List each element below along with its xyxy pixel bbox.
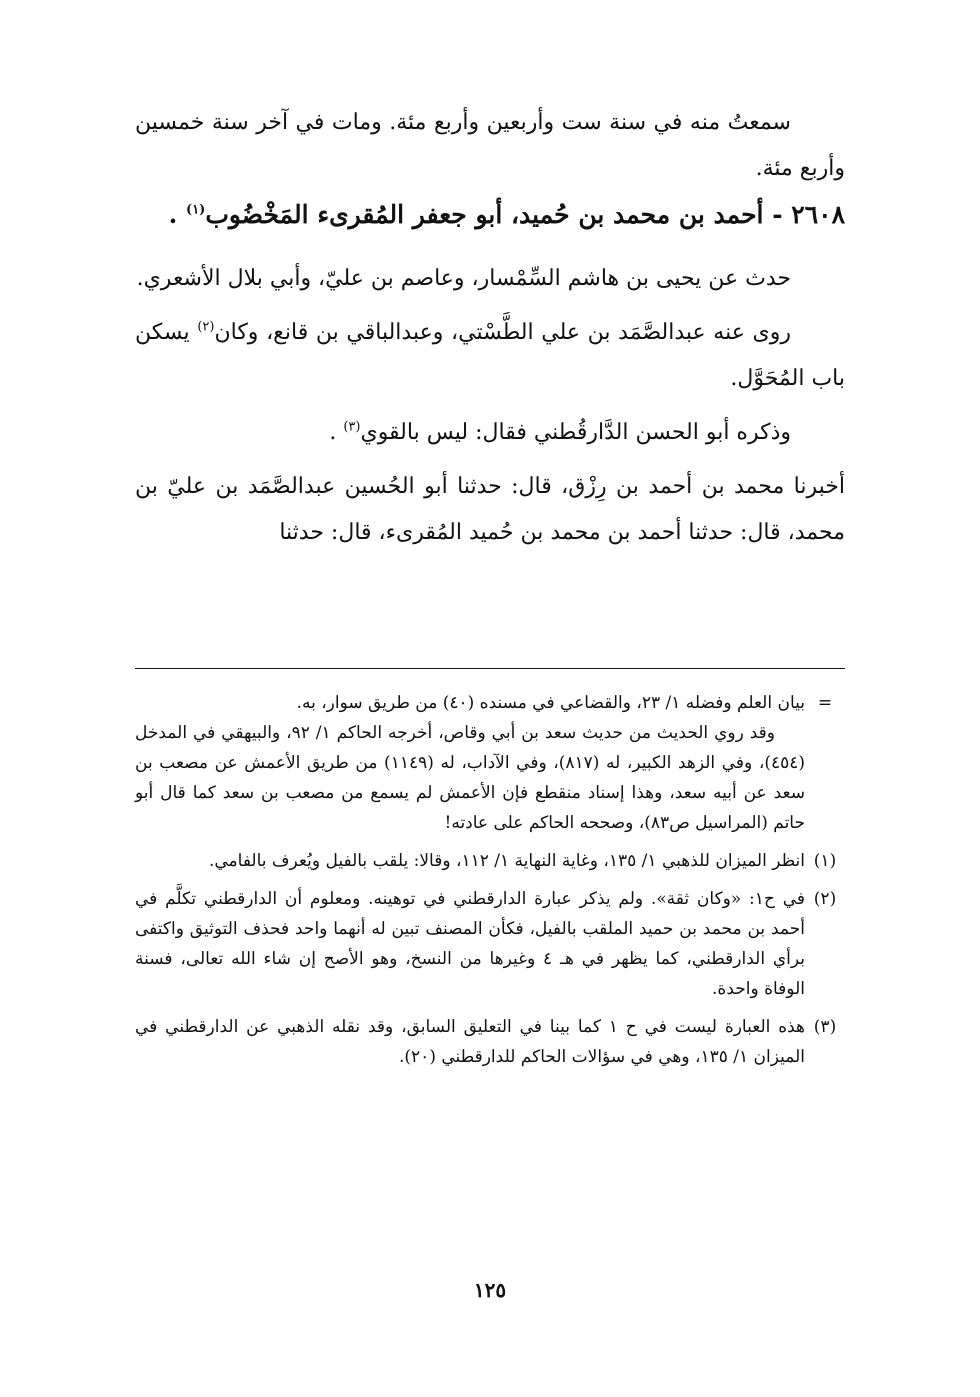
continuation-line-1: بيان العلم وفضله ١/ ٢٣، والقضاعي في مسنده (٤٠) من طريق سوار، به.	[296, 693, 805, 713]
footnote-2-marker: (٢)	[813, 889, 837, 909]
paragraph-daraqutni: وذكره أبو الحسن الدَّارقُطني فقال: ليس بالقوي$^{(٣)}$ .	[329, 419, 791, 445]
main-text	[135, 100, 845, 556]
footnotes	[135, 688, 845, 1080]
paragraph-death-note: سمعتُ منه في سنة ست وأربعين وأربع مئة. ومات في آخر سنة خمسين وأربع مئة.	[135, 110, 845, 181]
footnote-ref-3: (٣)	[343, 419, 361, 435]
footnote-1-marker: (١)	[813, 851, 837, 871]
footnote-1	[135, 846, 845, 876]
paragraph-narrated-by: روى عنه عبدالصَّمَد بن علي الطَّسْتي، وعبدالباقي بن قانع، وكان$^{(٢)}$ يسكن باب المُحَوَّل.	[135, 319, 845, 391]
footnote-separator	[135, 668, 845, 669]
page-number: ١٢٥	[473, 1278, 507, 1302]
footnote-2	[135, 884, 845, 1004]
footnote-3-text: هذه العبارة ليست في ح ١ كما بينا في التعليق السابق، وقد نقله الذهبي عن الدارقطني في الميزان ١/ ١٣٥، وهي في سؤالات الحاكم للدارقطني (٢٠).	[135, 1017, 806, 1067]
continuation-line-2: وقد روي الحديث من حديث سعد بن أبي وقاص، أخرجه الحاكم ١/ ٩٢، والبيهقي في المدخل (٤٥٤)، وفي الزهد الكبير، له (٨١٧)، وفي الآداب، له (١١٤٩) من طريق الأعمش عن مصعب بن سعد عن أبيه سعد، وهذا إسناد منقطع فإن الأعمش لم يسمع من مصعب بن سعد كما قال أبو حاتم (المراسيل ص٨٣)، وصححه الحاكم على عادته!	[135, 723, 805, 833]
continuation-marker: =	[817, 693, 833, 713]
entry-heading: ٢٦٠٨ - أحمد بن محمد بن حُميد، أبو جعفر المُقرىء المَخْضُوب$^{(١)}$ .	[168, 200, 845, 229]
footnote-3	[135, 1012, 845, 1072]
footnote-continuation	[135, 688, 845, 838]
footnote-ref-2: (٢)	[197, 319, 215, 335]
footnote-2-text: في ح١: «وكان ثقة». ولم يذكر عبارة الدارقطني في توهينه. ومعلوم أن الدارقطني تكلَّم في أحمد بن محمد بن حميد الملقب بالفيل، فكأن المصنف تبين له أنهما واحد فحذف التوثيق واكتفى برأي الدارقطني، كما يظهر في هـ ٤ وغيرها من النسخ، وهو الأصح إن شاء الله تعالى، فسنة الوفاة واحدة.	[135, 889, 805, 999]
footnote-1-text: انظر الميزان للذهبي ١/ ١٣٥، وغاية النهاية ١/ ١١٢، وقالا: يلقب بالفيل ويُعرف بالفامي.	[208, 851, 805, 871]
paragraph-narrated-from: حدث عن يحيى بن هاشم السِّمْسار، وعاصم بن عليّ، وأبي بلال الأشعري.	[136, 266, 791, 291]
footnote-3-marker: (٣)	[813, 1017, 837, 1037]
paragraph-isnad: أخبرنا محمد بن أحمد بن رِزْق، قال: حدثنا أبو الحُسين عبدالصَّمَد بن عليّ بن محمد، قال: حدثنا أحمد بن محمد بن حُميد المُقرىء، قال: حدثنا	[135, 474, 845, 545]
footnote-ref-1: (١)	[186, 202, 206, 218]
